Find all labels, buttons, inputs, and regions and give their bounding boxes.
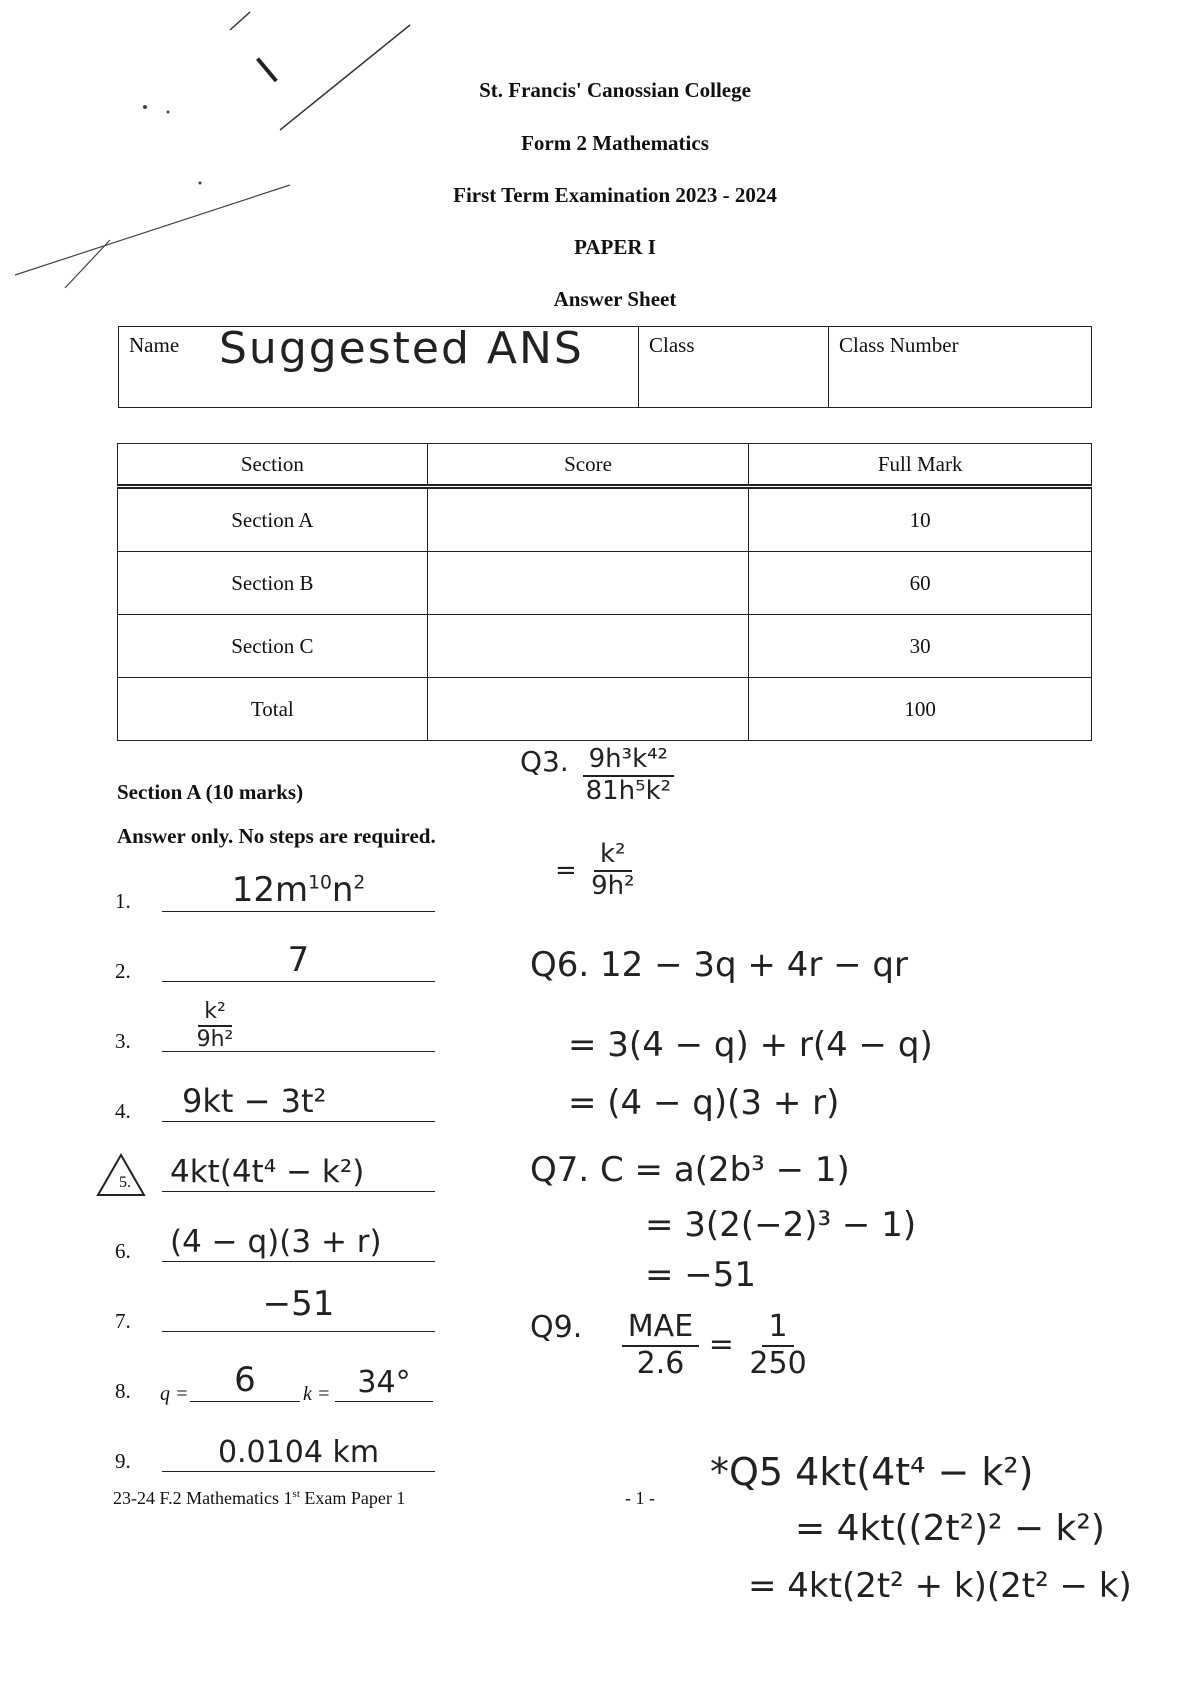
name-value: Suggested ANS (219, 323, 584, 374)
row-section: Section C (118, 615, 428, 678)
question-number: 2. (115, 959, 131, 983)
exam-title: First Term Examination 2023 - 2024 (453, 183, 777, 207)
page-number: - 1 - (625, 1488, 655, 1508)
working-q5-line3: = 4kt(2t² + k)(2t² − k) (748, 1566, 1132, 1606)
row-full-mark: 60 (749, 552, 1092, 615)
header-score: Score (427, 444, 749, 487)
working-q3-result: = $\frac{\text{k²}}{\text{9h²}}$ (555, 839, 635, 901)
working-q3 (520, 745, 677, 807)
margin-mark: I (248, 49, 288, 93)
answer-row-1 (115, 860, 435, 920)
answer-row-3 (115, 1000, 435, 1060)
answer-line (162, 1331, 435, 1332)
answer-3: $\frac{\text{k²}}{\text{9h²}}$ (196, 999, 234, 1052)
answer-5: 4kt(4t⁴ − k²) (170, 1154, 365, 1190)
question-number: 1. (115, 889, 131, 913)
name-label: Name (129, 333, 180, 357)
class-cell (639, 327, 829, 407)
question-number: 5. (119, 1174, 131, 1191)
answer-row-5 (115, 1140, 435, 1200)
working-q5-line1: *Q5 4kt(4t⁴ − k²) (710, 1450, 1034, 1494)
paper-title: PAPER I (574, 235, 656, 259)
header-full-mark: Full Mark (749, 444, 1092, 487)
question-number: 7. (115, 1309, 131, 1333)
q-answer: 6 (234, 1360, 256, 1400)
name-cell (119, 323, 639, 407)
answer-row-7 (115, 1280, 435, 1340)
row-full-mark: 10 (749, 487, 1092, 552)
answer-row-4 (115, 1070, 435, 1130)
question-number: 4. (115, 1099, 131, 1123)
table-row (118, 552, 1092, 615)
answer-row-2 (115, 930, 435, 990)
class-number-cell (829, 327, 1091, 407)
q-answer-line (190, 1401, 300, 1402)
answer-line (162, 911, 435, 912)
question-number: 9. (115, 1449, 131, 1473)
table-row (118, 678, 1092, 741)
working-q5-line2: = 4kt((2t²)² − k²) (795, 1508, 1105, 1549)
working-q7-line1: Q7. C = a(2b³ − 1) (530, 1150, 850, 1190)
section-a-title: Section A (10 marks) (117, 780, 304, 804)
subject-title: Form 2 Mathematics (521, 131, 709, 155)
class-label: Class (649, 333, 695, 357)
working-q3-label: Q3. (520, 745, 569, 778)
working-q3-fraction: $\frac{\text{9h³k⁴²}}{\text{81h⁵k²}}$ (580, 745, 677, 807)
answer-6: (4 − q)(3 + r) (170, 1224, 382, 1260)
answer-1: $12m^{10}n^2$ (231, 870, 366, 910)
row-score (427, 487, 749, 552)
footer-label: 23-24 F.2 Mathematics 1st Exam Paper 1 (113, 1488, 406, 1508)
answer-4: 9kt − 3t² (182, 1082, 327, 1120)
section-a-instruction: Answer only. No steps are required. (117, 824, 436, 848)
question-number: 3. (115, 1029, 131, 1053)
row-score (427, 678, 749, 741)
question-number: 8. (115, 1379, 131, 1403)
answer-row-6 (115, 1210, 435, 1270)
table-row (118, 615, 1092, 678)
class-number-label: Class Number (839, 333, 959, 357)
row-score (427, 615, 749, 678)
working-q9-label: Q9. (530, 1310, 583, 1345)
k-answer-line (335, 1401, 433, 1402)
working-q6-line1: Q6. 12 − 3q + 4r − qr (530, 945, 908, 985)
answer-line (162, 1191, 435, 1192)
working-q6-line3: = (4 − q)(3 + r) (568, 1083, 840, 1123)
row-full-mark: 100 (749, 678, 1092, 741)
k-label: k = (303, 1383, 331, 1405)
answer-line (162, 1261, 435, 1262)
q-label: q = (160, 1383, 189, 1405)
student-info-box (118, 323, 1092, 408)
school-name: St. Francis' Canossian College (479, 78, 751, 102)
header-section: Section (118, 444, 428, 487)
sheet-title: Answer Sheet (553, 287, 677, 311)
working-q9-rhs: $\frac{1}{250}$ (749, 1309, 807, 1381)
table-row (118, 487, 1092, 552)
row-full-mark: 30 (749, 615, 1092, 678)
question-number: 6. (115, 1239, 131, 1263)
working-q6-line2: = 3(4 − q) + r(4 − q) (568, 1025, 933, 1065)
score-table-header (118, 444, 1092, 487)
working-q7-line2: = 3(2(−2)³ − 1) (645, 1205, 917, 1245)
row-section: Total (118, 678, 428, 741)
answer-row-9 (115, 1420, 435, 1480)
row-section: Section B (118, 552, 428, 615)
working-q7-line3: = −51 (645, 1255, 757, 1295)
answer-line (162, 1121, 435, 1122)
working-q9-lhs: $\frac{\text{MAE}}{2.6}$ (622, 1310, 699, 1381)
k-answer: 34° (357, 1365, 411, 1400)
row-score (427, 552, 749, 615)
row-section: Section A (118, 487, 428, 552)
answer-line (162, 1471, 435, 1472)
answer-row-8 (115, 1350, 435, 1410)
score-table (117, 443, 1092, 741)
answer-line (162, 981, 435, 982)
answer-2: 7 (287, 940, 310, 980)
answer-9: 0.0104 km (217, 1435, 380, 1470)
answer-7: −51 (262, 1284, 335, 1324)
working-q9: Q9. $\frac{\text{MAE}}{2.6}$ = $\frac{1}{250}$ (530, 1310, 813, 1381)
